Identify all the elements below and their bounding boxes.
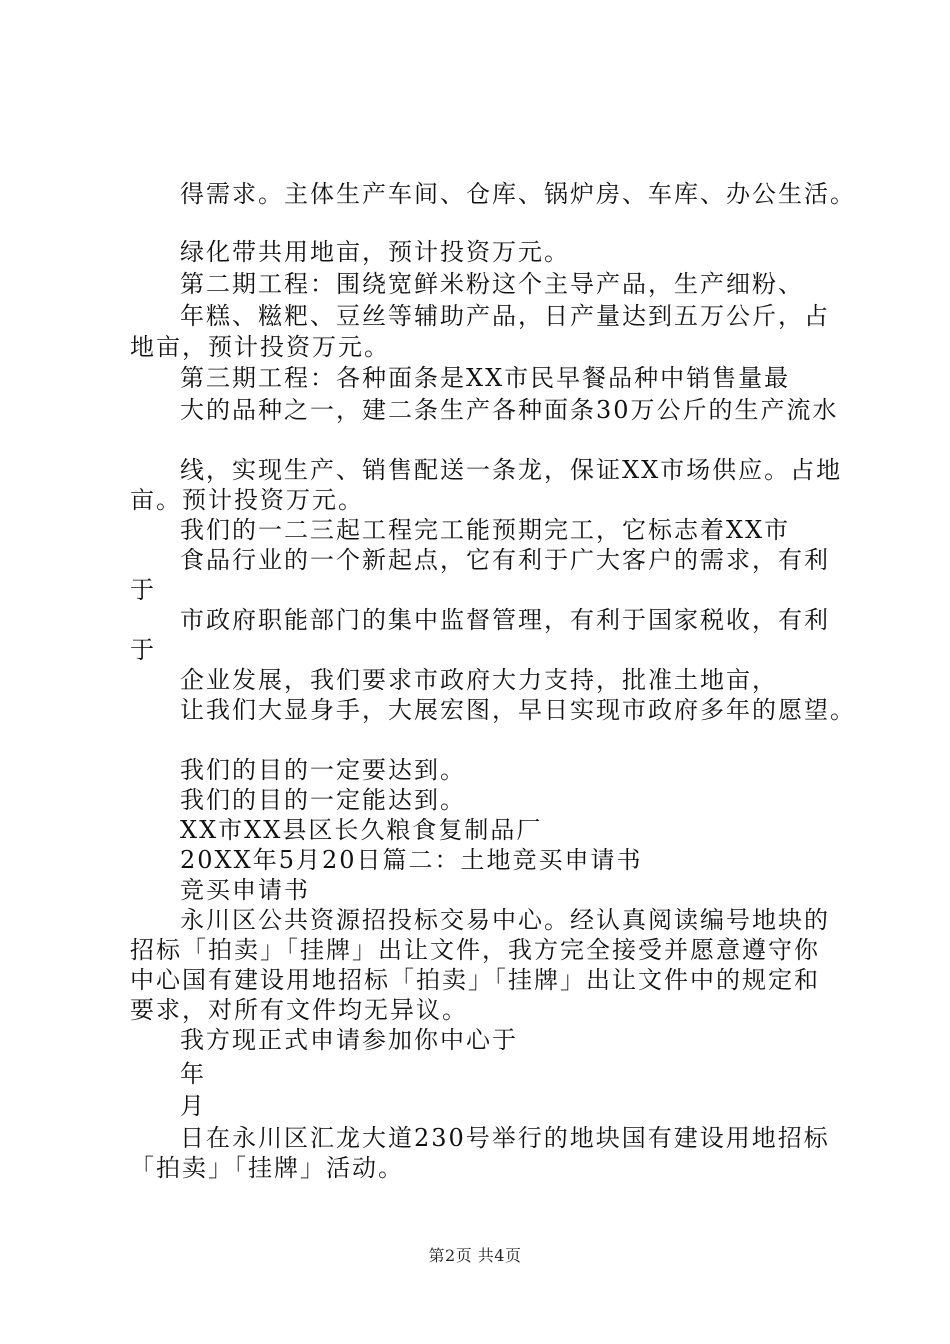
text-line: 大的品种之一，建二条生产各种面条30万公斤的生产流水 (180, 396, 839, 424)
text-line: 绿化带共用地亩，预计投资万元。 (180, 238, 570, 266)
text-line: 我方现正式申请参加你中心于 (180, 1026, 518, 1054)
text-line: 要求，对所有文件均无异议。 (130, 996, 468, 1024)
text-line: 得需求。主体生产车间、仓库、锅炉房、车库、办公生活。 (180, 180, 856, 208)
text-line: 月 (180, 1092, 206, 1120)
text-line: 我们的一二三起工程完工能预期完工，它标志着XX市 (180, 516, 791, 544)
text-line: 食品行业的一个新起点，它有利于广大客户的需求，有利 (180, 546, 830, 574)
text-line: 年 (180, 1060, 206, 1088)
text-line: 永川区公共资源招投标交易中心。经认真阅读编号地块的 (180, 906, 830, 934)
text-line: 中心国有建设用地招标「拍卖」「挂牌」出让文件中的规定和 (130, 966, 820, 994)
page-footer: 第2页 共4页 (428, 1246, 522, 1265)
text-line: 于 (130, 636, 156, 664)
text-line: 亩。预计投资万元。 (130, 486, 364, 514)
text-line: 日在永川区汇龙大道230号举行的地块国有建设用地招标 (180, 1124, 830, 1152)
text-line: 「拍卖」「挂牌」活动。 (130, 1154, 404, 1182)
text-line: 第二期工程：围绕宽鲜米粉这个主导产品，生产细粉、 (180, 270, 804, 298)
text-line: 线，实现生产、销售配送一条龙，保证XX市场供应。占地 (180, 456, 843, 484)
text-line: 让我们大显身手，大展宏图，早日实现市政府多年的愿望。 (180, 696, 856, 724)
text-line: XX市XX县区长久粮食复制品厂 (180, 816, 543, 844)
text-line: 企业发展，我们要求市政府大力支持，批准土地亩， (180, 666, 778, 694)
text-line: 竞买申请书 (180, 876, 310, 904)
text-line: 招标「拍卖」「挂牌」出让文件，我方完全接受并愿意遵守你 (130, 936, 820, 964)
text-line: 年糕、糍粑、豆丝等辅助产品，日产量达到五万公斤，占 (180, 302, 830, 330)
text-line: 地亩，预计投资万元。 (130, 333, 390, 361)
text-line: 于 (130, 576, 156, 604)
text-line: 市政府职能部门的集中监督管理，有利于国家税收，有利 (180, 606, 830, 634)
text-line: 第三期工程：各种面条是XX市民早餐品种中销售量最 (180, 364, 791, 392)
text-line: 我们的目的一定能达到。 (180, 786, 466, 814)
text-line: 20XX年5月20日篇二：土地竞买申请书 (180, 846, 643, 874)
text-line: 我们的目的一定要达到。 (180, 756, 466, 784)
